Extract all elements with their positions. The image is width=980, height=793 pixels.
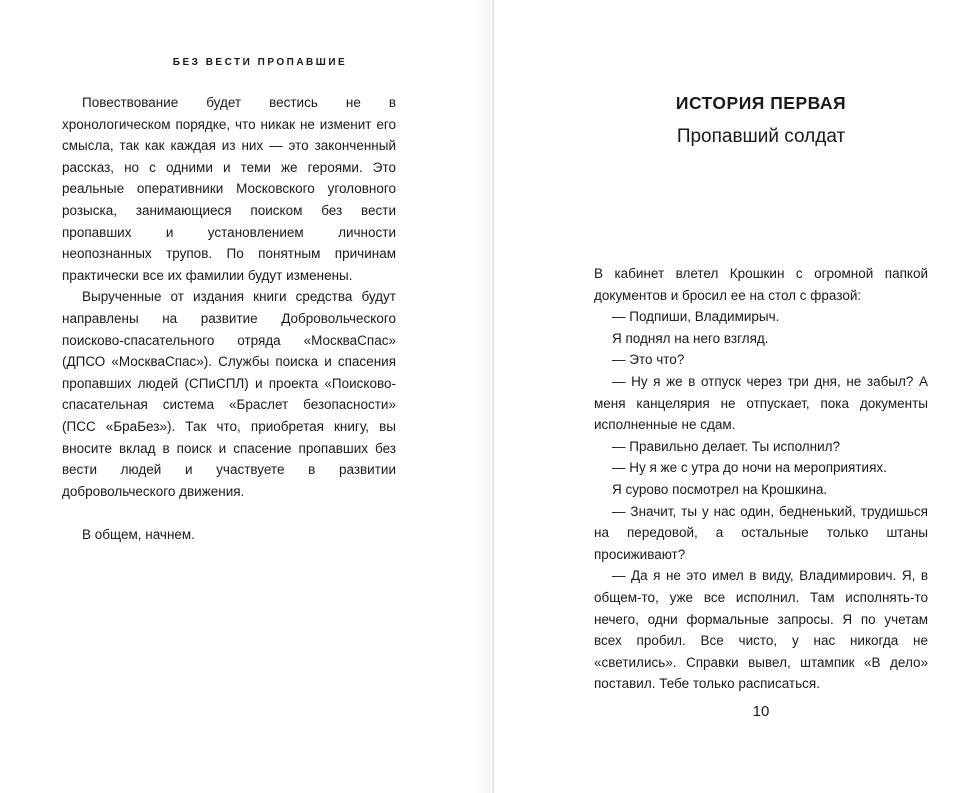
left-page-body — [62, 92, 396, 545]
paragraph: — Ну я же в отпуск через три дня, не забыл? А меня канцелярия не отпускает, пока документы исполненные не сдам. — [594, 373, 928, 433]
paragraph: — Значит, ты у нас один, бедненький, трудишься на передовой, а остальные только штаны просиживают? — [594, 503, 928, 562]
paragraph: — Да я не это имел в виду, Владимирович. Я, в общем-то, уже все исполнил. Там исполнять-то нечего, одни формальные запросы. Я по учетам всех пробил. Все чисто, у нас никогда не «светились». Справки вывел, штампик «В дело» поставил. Тебе только расписаться. — [594, 568, 928, 692]
paragraph: — Это что? — [612, 352, 685, 368]
paragraph: — Подпиши, Владимирыч. — [612, 309, 780, 325]
paragraph: — Ну я же с утра до ночи на мероприятиях. — [612, 460, 887, 476]
paragraph: В кабинет влетел Крошкин с огромной папкой документов и бросил ее на стол с фразой: — [594, 266, 928, 303]
page-number: 10 — [752, 703, 770, 720]
chapter-title: ИСТОРИЯ ПЕРВАЯ — [675, 93, 847, 113]
running-head: БЕЗ ВЕСТИ ПРОПАВШИЕ — [172, 57, 348, 68]
gutter-shadow — [470, 0, 493, 793]
paragraph: Я сурово посмотрел на Крошкина. — [612, 481, 828, 497]
paragraph: Вырученные от издания книги средства будут направлены на развитие Добровольческого поисково-спасательного отряда «МоскваСпас» (ДПСО «МоскваСпас»). Службы поиска и спасения пропавших людей (СПиСПЛ) и проекта «Поисково-спасательная система «Браслет безопасности» (ПСС «БраБез»). Так что, приобретая книгу, вы вносите вклад в поиск и спасение пропавших без вести людей и участвуете в развитии добровольческого движения. — [62, 289, 396, 499]
paragraph: — Правильно делает. Ты исполнил? — [612, 438, 841, 454]
paragraph: Повествование будет вестись не в хронологическом порядке, что никак не изменит его смысла, так как каждая из них — это законченный рассказ, но с одними и теми же героями. Это реальные оперативники Московского уголовного розыска, занимающиеся поиском без вести пропавших и установлением личности неопознанных трупов. По понятным причинам практически все их фамилии будут изменены. — [62, 95, 396, 283]
paragraph: В общем, начнем. — [82, 526, 195, 542]
right-page-body — [594, 263, 928, 695]
chapter-subtitle: Пропавший солдат — [676, 126, 846, 147]
paragraph: Я поднял на него взгляд. — [612, 330, 769, 346]
